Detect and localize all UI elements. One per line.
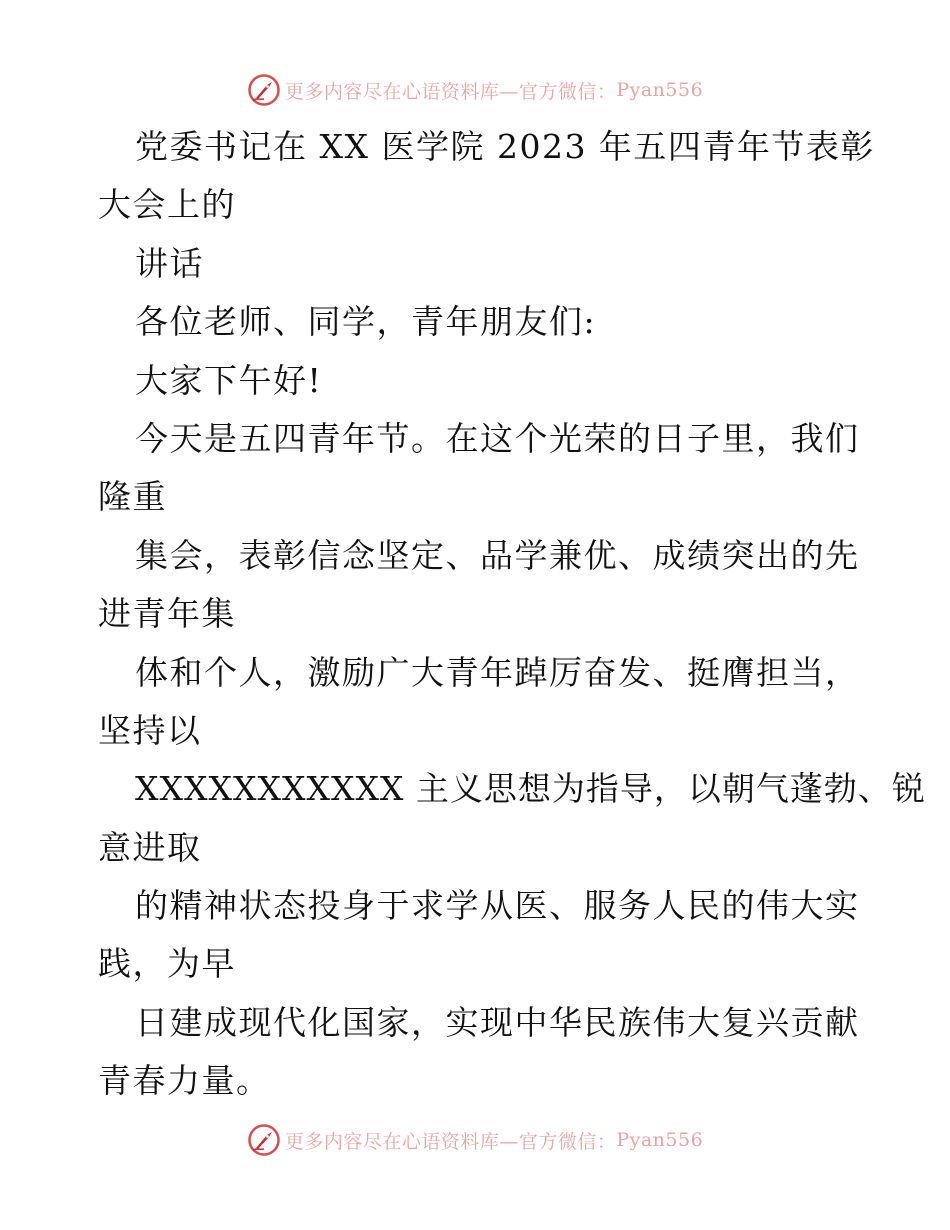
title-line: 讲话 xyxy=(135,243,204,283)
paragraph-line: 隆重 xyxy=(98,477,167,517)
greeting-line: 大家下午好! xyxy=(135,360,323,400)
title-line: 大会上的 xyxy=(98,185,236,225)
paragraph-line: 践，为早 xyxy=(98,944,236,984)
paragraph-line: 进青年集 xyxy=(98,594,236,634)
paragraph-line: 坚持以 xyxy=(98,710,202,750)
paragraph-line: 意进取 xyxy=(98,827,202,867)
pen-nib-logo-icon xyxy=(247,73,281,107)
watermark-text: 更多内容尽在心语资料库—官方微信： xyxy=(284,1130,617,1153)
watermark-wechat-id: Pyan556 xyxy=(616,79,704,101)
pen-nib-logo-icon xyxy=(247,1123,281,1157)
paragraph-line: 青春力量。 xyxy=(98,1061,271,1101)
title-line: 党委书记在 XX 医学院 2023 年五四青年节表彰 xyxy=(135,127,875,166)
watermark-text: 更多内容尽在心语资料库—官方微信： xyxy=(284,80,617,103)
paragraph-line: 的精神状态投身于求学从医、服务人民的伟大实 xyxy=(135,886,860,926)
paragraph-line: 日建成现代化国家，实现中华民族伟大复兴贡献 xyxy=(135,1002,860,1042)
salutation-line: 各位老师、同学，青年朋友们: xyxy=(135,302,597,342)
document-body xyxy=(98,118,926,1111)
paragraph-line: 体和个人，激励广大青年踔厉奋发、挺膺担当， xyxy=(135,652,860,692)
paragraph-line: 集会，表彰信念坚定、品学兼优、成绩突出的先 xyxy=(135,535,860,575)
watermark-header xyxy=(0,70,950,110)
watermark-wechat-id: Pyan556 xyxy=(616,1129,704,1151)
watermark-footer xyxy=(0,1120,950,1160)
paragraph-line: 今天是五四青年节。在这个光荣的日子里，我们 xyxy=(135,418,860,458)
paragraph-line: XXXXXXXXXXX 主义思想为指导，以朝气蓬勃、锐 xyxy=(135,769,926,809)
